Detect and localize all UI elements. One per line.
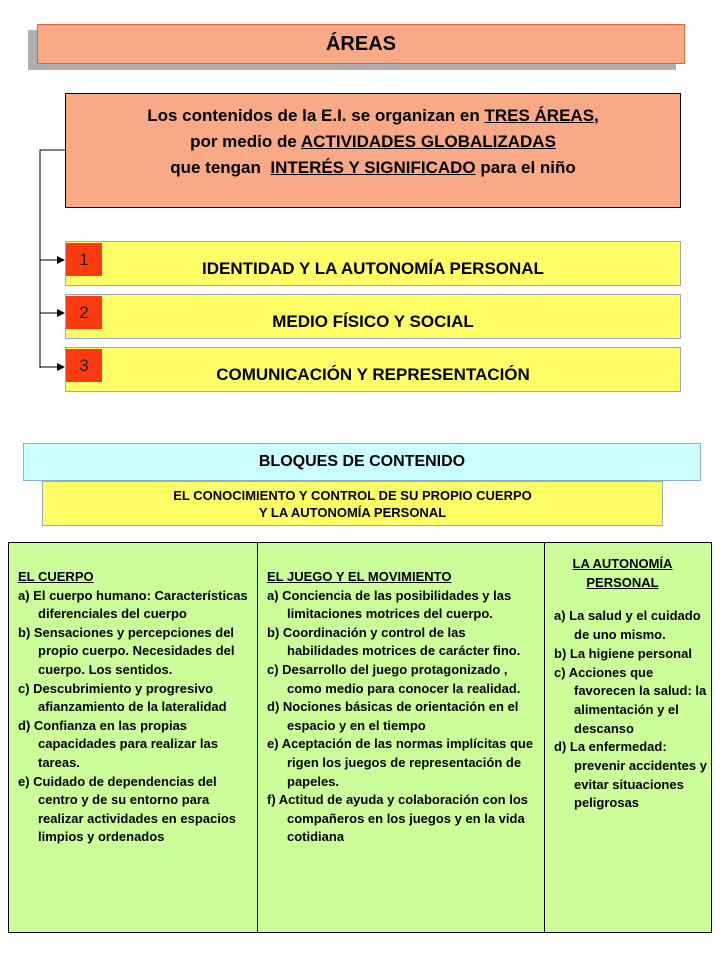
area-label-3: COMUNICACIÓN Y REPRESENTACIÓN <box>216 364 530 384</box>
column-el-cuerpo <box>8 542 258 933</box>
intro-line3-underlined: INTERÉS Y SIGNIFICADO <box>270 158 476 177</box>
intro-line1-underlined: TRES ÁREAS <box>484 106 595 125</box>
list-item: e) Aceptación de las normas implícitas que rigen los juegos de representación de papeles. <box>267 736 534 789</box>
intro-line1-suffix: , <box>594 106 599 125</box>
column-title <box>554 555 707 592</box>
area-number-2 <box>66 296 102 329</box>
area-number-3-text: 3 <box>79 355 89 375</box>
area-label-1: IDENTIDAD Y LA AUTONOMÍA PERSONAL <box>202 258 544 278</box>
list-item: d) La enfermedad: prevenir accidentes y evitar situaciones peligrosas <box>554 739 707 811</box>
list-item: b) La higiene personal <box>554 645 692 661</box>
area-box-1 <box>65 241 681 286</box>
intro-line1-prefix: Los contenidos de la E.I. se organizan en <box>147 106 485 125</box>
subblock-line-2: Y LA AUTONOMÍA PERSONAL <box>258 505 447 520</box>
subblock-line-1: EL CONOCIMIENTO Y CONTROL DE SU PROPIO CUERPO <box>173 488 532 503</box>
list-item: c) Desarrollo del juego protagonizado , como medio para conocer la realidad. <box>267 661 521 696</box>
area-number-2-text: 2 <box>79 302 89 322</box>
column-title-line-1: LA AUTONOMÍA <box>572 556 673 571</box>
area-number-1 <box>66 243 102 276</box>
area-label-2: MEDIO FÍSICO Y SOCIAL <box>272 311 474 331</box>
intro-line3-prefix: que tengan <box>170 158 271 177</box>
list-item: a) El cuerpo humano: Características diferenciales del cuerpo <box>18 587 248 622</box>
area-number-3 <box>66 349 102 382</box>
area-number-1-text: 1 <box>79 249 89 269</box>
area-box-2 <box>65 294 681 339</box>
column-title-line-2: PERSONAL <box>586 574 659 590</box>
intro-line3-suffix: para el niño <box>475 158 576 177</box>
column-el-juego <box>257 542 545 933</box>
intro-line2-underlined: ACTIVIDADES GLOBALIZADAS <box>300 132 556 151</box>
connector-trunk <box>40 150 65 368</box>
bloques-header <box>23 443 701 481</box>
area-box-3 <box>65 347 681 392</box>
list-item: b) Coordinación y control de las habilidades motrices de carácter fino. <box>267 624 521 659</box>
list-item: f) Actitud de ayuda y colaboración con los compañeros en los juegos y en la vida cotidiana <box>267 792 529 845</box>
list-item: a) Conciencia de las posibilidades y las limitaciones motrices del cuerpo. <box>267 587 512 622</box>
bloques-title: BLOQUES DE CONTENIDO <box>258 453 466 470</box>
column-title: EL CUERPO <box>18 569 94 584</box>
list-item: c) Descubrimiento y progresivo afianzamiento de la lateralidad <box>18 680 227 715</box>
list-item: d) Confianza en las propias capacidades para realizar las tareas. <box>18 717 218 770</box>
list-item: d) Nociones básicas de orientación en el espacio y en el tiempo <box>267 699 519 733</box>
subblock-title <box>42 481 663 526</box>
column-title: EL JUEGO Y EL MOVIMIENTO <box>267 569 452 584</box>
intro-line2-prefix: por medio de <box>190 132 301 151</box>
page-title-text: ÁREAS <box>325 32 396 55</box>
list-item: e) Cuidado de dependencias del centro y de su entorno para realizar actividades en espacios limpios y ordenados <box>18 773 236 845</box>
list-item: a) La salud y el cuidado de uno mismo. <box>554 608 701 643</box>
list-item: c) Acciones que favorecen la salud: la alimentación y el descanso <box>554 664 707 736</box>
list-item: b) Sensaciones y percepciones del propio cuerpo. Necesidades del cuerpo. Los sentidos. <box>18 624 235 677</box>
column-autonomia <box>544 542 712 933</box>
